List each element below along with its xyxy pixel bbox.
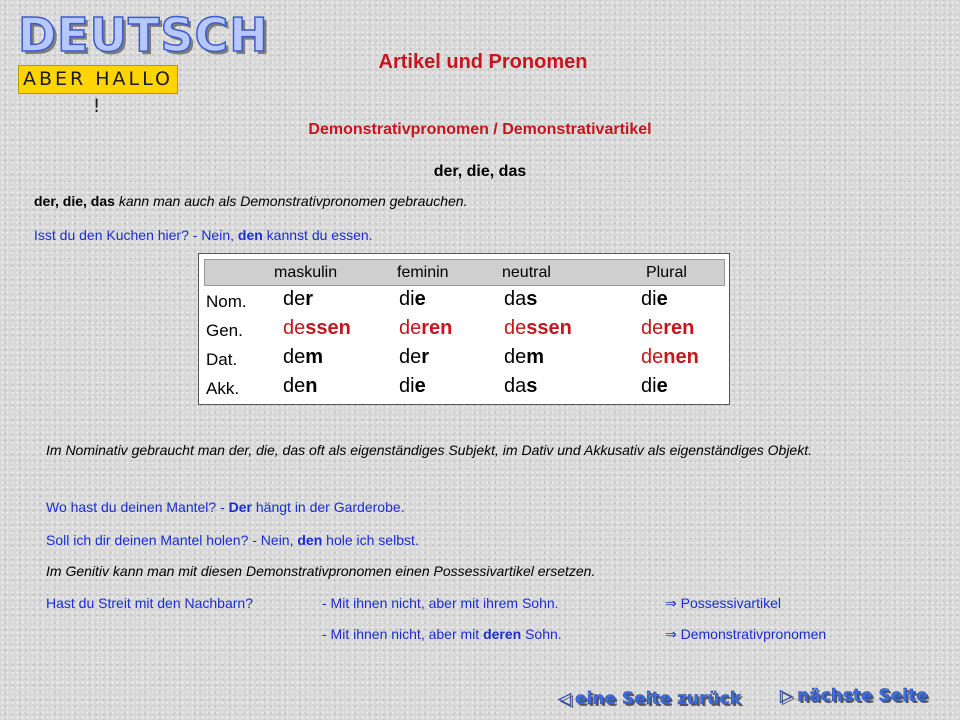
section-title: Demonstrativpronomen / Demonstrativartikel	[308, 121, 652, 138]
intro-bold: der, die, das	[34, 193, 115, 209]
sub-heading: der, die, das	[433, 163, 527, 180]
row-label: Dat.	[206, 350, 238, 369]
example-3-bold: den	[297, 532, 323, 548]
table-header	[204, 259, 725, 286]
header-plural: Plural	[646, 264, 687, 281]
example-4-tag-2	[665, 626, 826, 643]
row-label: Gen.	[206, 321, 243, 340]
example-1-post: kannst du essen.	[262, 227, 373, 243]
header-neutral: neutral	[502, 264, 551, 281]
table-cell: die	[641, 375, 668, 397]
header-feminin: feminin	[397, 264, 449, 281]
table-cell: den	[283, 375, 318, 397]
table-cell: dessen	[283, 317, 351, 339]
table-cell: der	[283, 288, 314, 310]
logo-subtitle: ABER HALLO !	[18, 65, 178, 94]
example-2-pre: Wo hast du deinen Mantel? -	[46, 499, 229, 515]
example-4-answer-2	[322, 626, 562, 642]
genitive-note: Im Genitiv kann man mit diesen Demonstrativpronomen einen Possessivartikel ersetzen.	[46, 563, 596, 579]
tag-demonstrativpronomen: Demonstrativpronomen	[680, 626, 827, 642]
example-3	[46, 532, 419, 548]
table-cell: das	[504, 288, 538, 310]
triangle-right-icon: ▷	[780, 686, 794, 706]
table-cell: dessen	[504, 317, 572, 339]
example-4-answer-1: - Mit ihnen nicht, aber mit ihrem Sohn.	[322, 595, 559, 611]
arrow-right-icon: ⇒	[665, 626, 677, 642]
page-title: Artikel und Pronomen	[378, 51, 588, 73]
table-cell: die	[399, 288, 426, 310]
table-cell: denen	[641, 346, 699, 368]
answer-2-pre: - Mit ihnen nicht, aber mit	[322, 626, 484, 642]
next-page-label: nächste Seite	[797, 686, 928, 706]
example-2-bold: Der	[228, 499, 252, 515]
example-1-pre: Isst du den Kuchen hier? - Nein,	[34, 227, 238, 243]
previous-page-label: eine Seite zurück	[575, 689, 742, 709]
tag-possessivartikel: Possessivartikel	[680, 595, 781, 611]
answer-2-bold: deren	[483, 626, 522, 642]
table-cell: der	[399, 346, 430, 368]
previous-page-button[interactable]	[558, 689, 741, 709]
example-3-pre: Soll ich dir deinen Mantel holen? - Nein,	[46, 532, 298, 548]
table-cell: die	[399, 375, 426, 397]
example-2-post: hängt in der Garderobe.	[252, 499, 405, 515]
example-3-post: hole ich selbst.	[322, 532, 419, 548]
example-2	[46, 499, 405, 515]
intro-line	[34, 193, 467, 209]
intro-rest: kann man auch als Demonstrativpronomen gebrauchen.	[114, 193, 468, 209]
table-cell: dem	[504, 346, 545, 368]
table-cell: die	[641, 288, 668, 310]
row-label: Nom.	[206, 292, 247, 311]
table-cell: deren	[641, 317, 695, 339]
arrow-right-icon: ⇒	[665, 595, 677, 611]
nominative-paragraph: Im Nominativ gebraucht man der, die, das oft als eigenständiges Subjekt, im Dativ und Akkusativ als eigenständiges Objekt.	[46, 442, 813, 458]
header-maskulin: maskulin	[274, 264, 338, 281]
answer-2-post: Sohn.	[521, 626, 562, 642]
logo-title: DEUTSCH	[18, 8, 269, 62]
triangle-left-icon: ◁	[558, 689, 572, 709]
table-cell: dem	[283, 346, 324, 368]
example-4-question: Hast du Streit mit den Nachbarn?	[46, 595, 253, 611]
example-4-tag-1	[665, 595, 781, 612]
next-page-button[interactable]	[780, 686, 928, 706]
declension-table	[198, 253, 730, 405]
example-1	[34, 227, 373, 243]
table-cell: das	[504, 375, 538, 397]
example-1-bold: den	[237, 227, 263, 243]
row-label: Akk.	[206, 379, 240, 398]
table-cell: deren	[399, 317, 453, 339]
